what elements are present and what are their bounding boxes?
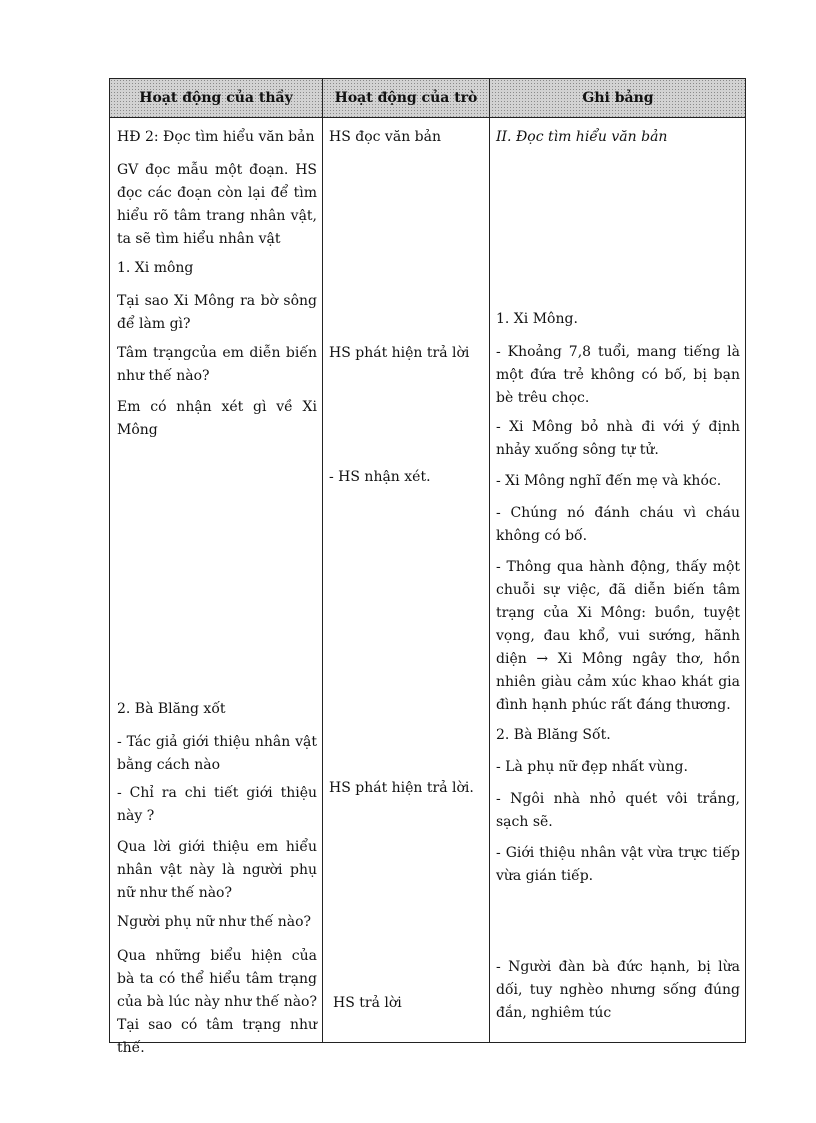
board-note-1: - Khoảng 7,8 tuổi, mang tiếng là một đứa trẻ không có bố, bị bạn bè trêu chọc.: [496, 344, 740, 406]
teacher-line-section-1: 1. Xi mông: [117, 260, 194, 276]
teacher-question-6: Qua lời giới thiệu em hiểu nhân vật này là người phụ nữ như thế nào?: [117, 839, 317, 901]
teacher-line-activity-2: HĐ 2: Đọc tìm hiểu văn bản: [117, 129, 315, 145]
board-note-4: - Chúng nó đánh cháu vì cháu không có bố.: [496, 505, 740, 544]
board-subheading-1: 1. Xi Mông.: [496, 311, 578, 327]
header-student-activity: Hoạt động của trò: [334, 90, 478, 106]
board-note-8: - Giới thiệu nhân vật vừa trực tiếp vừa gián tiếp.: [496, 845, 740, 884]
student-line-3: - HS nhận xét.: [329, 469, 431, 485]
board-subheading-2: 2. Bà Blăng Sốt.: [496, 727, 611, 743]
student-line-5: HS trả lời: [333, 995, 402, 1011]
lesson-table: [109, 78, 746, 1056]
teacher-question-5: - Chỉ ra chi tiết giới thiệu này ?: [117, 785, 317, 824]
board-note-7: - Ngôi nhà nhỏ quét vôi trắng, sạch sẽ.: [496, 791, 740, 830]
teacher-question-2: Tâm trạngcủa em diễn biến như thế nào?: [117, 345, 317, 384]
board-note-3: - Xi Mông nghĩ đến mẹ và khóc.: [496, 473, 722, 489]
header-board-notes: Ghi bảng: [582, 90, 654, 106]
board-note-9: - Người đàn bà đức hạnh, bị lừa dối, tuy nghèo nhưng sống đúng đắn, nghiêm túc: [496, 959, 740, 1021]
student-line-1: HS đọc văn bản: [329, 129, 441, 145]
teacher-question-1: Tại sao Xi Mông ra bờ sông để làm gì?: [117, 293, 317, 332]
board-note-5: - Thông qua hành động, thấy một chuỗi sự việc, đã diễn biến tâm trạng của Xi Mông: buồn, tuyệt vọng, đau khổ, vui sướng, hãnh diện → Xi Mông ngây thơ, hồn nhiên giàu cảm xúc khao khát gia đình hạnh phúc rất đáng thương.: [496, 559, 740, 713]
board-section-heading: II. Đọc tìm hiểu văn bản: [496, 129, 668, 145]
header-teacher-activity: Hoạt động của thầy: [139, 90, 293, 106]
column-divider-1: [322, 79, 323, 1042]
teacher-question-8: Qua những biểu hiện của bà ta có thể hiểu tâm trạng của bà lúc này như thế nào? Tại sao có tâm trạng như thế.: [117, 948, 317, 1056]
teacher-question-4: - Tác giả giới thiệu nhân vật bằng cách nào: [117, 734, 317, 773]
teacher-line-intro: GV đọc mẫu một đoạn. HS đọc các đoạn còn lại để tìm hiểu rõ tâm trang nhân vật, ta sẽ tìm hiểu nhân vật: [117, 162, 317, 247]
teacher-line-section-2: 2. Bà Blăng xốt: [117, 701, 226, 717]
teacher-question-7: Người phụ nữ như thế nào?: [117, 914, 312, 930]
column-divider-2: [489, 79, 490, 1042]
student-line-4: HS phát hiện trả lời.: [329, 780, 474, 796]
board-note-2: - Xi Mông bỏ nhà đi với ý định nhảy xuống sông tự tử.: [496, 419, 740, 458]
board-note-6: - Là phụ nữ đẹp nhất vùng.: [496, 759, 688, 775]
table-header-row: [110, 79, 745, 118]
teacher-question-3: Em có nhận xét gì về Xi Mông: [117, 399, 317, 438]
student-line-2: HS phát hiện trả lời: [329, 345, 470, 361]
